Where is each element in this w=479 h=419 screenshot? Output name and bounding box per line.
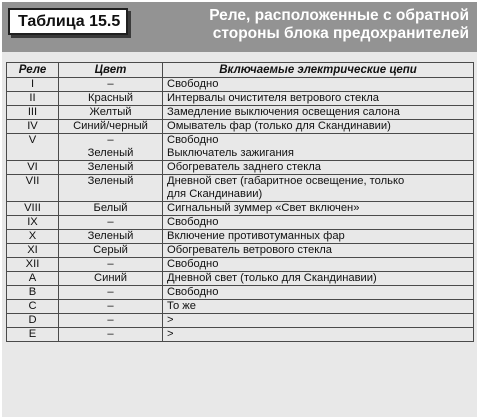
circuit-cell-text: Сигнальный зуммер «Свет включен» [167,202,360,214]
color-cell-text: – [107,78,114,90]
color-cell [59,175,163,202]
relay-cell-text: V [28,134,37,146]
relay-cell [7,258,59,272]
circuit-cell [163,230,474,244]
relay-cell-text: E [28,328,37,340]
circuit-cell [163,78,474,92]
relay-cell-text: VIII [24,202,41,214]
color-cell [59,78,163,92]
relay-cell-text: XII [25,258,40,270]
color-cell [59,202,163,216]
relay-cell [7,134,59,161]
circuit-cell [163,328,474,342]
relay-cell-text: I [30,78,35,90]
relay-cell [7,120,59,134]
color-cell-text: Желтый [89,106,132,118]
circuit-cell [163,106,474,120]
relay-cell-text: IV [27,120,38,132]
relay-cell [7,216,59,230]
color-cell [59,106,163,120]
table-row [7,286,474,300]
relay-cell [7,175,59,202]
color-cell-text: Зеленый [87,147,134,159]
table-row [7,258,474,272]
color-cell-text: – [107,300,114,312]
table-header-row [7,63,474,78]
color-cell [59,314,163,328]
color-cell-text: – [107,258,114,270]
circuit-cell-text: Интервалы очистителя ветрового стекла [167,92,379,104]
relay-cell [7,161,59,175]
circuit-cell-text: Обогреватель ветрового стекла [167,244,332,256]
table-title-line2: стороны блока предохранителей [212,25,469,42]
color-cell [59,134,163,161]
table-label: Таблица 15.5 [8,8,128,35]
table-row [7,272,474,286]
relay-cell-text: C [28,300,37,312]
circuit-cell-text: Замедление выключения освещения салона [167,106,400,118]
color-cell [59,120,163,134]
circuit-cell [163,161,474,175]
color-cell [59,272,163,286]
table-row [7,230,474,244]
relay-cell-text: A [28,272,37,284]
circuit-cell-text: для Скандинавии) [167,188,263,200]
color-cell-text: Зеленый [87,161,134,173]
circuit-cell [163,92,474,106]
circuit-cell-text: Включение противотуманных фар [167,230,345,242]
circuit-cell [163,314,474,328]
color-cell [59,286,163,300]
relay-cell-text: III [27,106,38,118]
relay-cell [7,286,59,300]
table-row [7,328,474,342]
color-cell-text: Серый [93,244,128,256]
color-cell-text: – [107,134,114,146]
color-cell [59,161,163,175]
circuit-cell-text: > [167,314,174,326]
relay-cell-text: II [29,92,36,104]
color-cell [59,300,163,314]
table-row [7,175,474,202]
relay-cell-text: B [28,286,37,298]
circuit-cell-text: Дневной свет (габаритное освещение, только [167,175,405,187]
table-row [7,134,474,161]
circuit-cell-text: Свободно [167,258,219,270]
circuit-cell-text: Дневной свет (только для Скандинавии) [167,272,377,284]
table-row [7,106,474,120]
circuit-cell [163,258,474,272]
circuit-cell-text: Свободно [167,286,219,298]
color-cell-text: Синий [93,272,127,284]
circuit-cell [163,272,474,286]
relay-cell-text: IX [27,216,38,228]
table-row [7,78,474,92]
relay-table [6,62,474,342]
table-header-bar [2,2,477,52]
table-row [7,216,474,230]
color-cell-text: – [107,328,114,340]
circuit-cell-text: Омыватель фар (только для Скандинавии) [167,120,391,132]
table-row [7,202,474,216]
column-header-circuit: Включаемые электрические цепи [163,63,474,78]
color-cell [59,244,163,258]
relay-cell [7,230,59,244]
color-cell [59,92,163,106]
table-title-line1: Реле, расположенные с обратной [209,7,469,24]
relay-cell-text: VI [27,161,38,173]
color-cell [59,230,163,244]
relay-cell [7,92,59,106]
circuit-cell [163,216,474,230]
table-row [7,300,474,314]
relay-cell-text: X [28,230,37,242]
circuit-cell [163,286,474,300]
table-row [7,314,474,328]
circuit-cell [163,244,474,258]
color-cell [59,258,163,272]
circuit-cell-text: Обогреватель заднего стекла [167,161,321,173]
circuit-cell [163,300,474,314]
relay-cell-text: D [28,314,37,326]
relay-cell [7,106,59,120]
color-cell [59,216,163,230]
table-row [7,244,474,258]
color-cell-text: Белый [93,202,128,214]
circuit-cell [163,134,474,161]
color-cell-text: – [107,286,114,298]
relay-cell [7,328,59,342]
circuit-cell [163,120,474,134]
circuit-cell [163,175,474,202]
relay-cell [7,78,59,92]
relay-cell [7,300,59,314]
color-cell-text: Синий/черный [73,120,148,132]
circuit-cell-text: Свободно [167,134,219,146]
relay-cell-text: VII [25,175,40,187]
color-cell-text: Зеленый [87,175,134,187]
circuit-cell-text: Выключатель зажигания [167,147,294,159]
relay-cell-text: XI [27,244,38,256]
color-cell-text: – [107,314,114,326]
relay-cell [7,202,59,216]
relay-cell [7,272,59,286]
circuit-cell-text: > [167,328,174,340]
table-row [7,92,474,106]
column-header-color: Цвет [59,63,163,78]
color-cell-text: – [107,216,114,228]
table-frame [2,2,477,417]
color-cell [59,328,163,342]
column-header-relay: Реле [7,63,59,78]
circuit-cell-text: Свободно [167,78,219,90]
relay-cell [7,314,59,328]
table-row [7,120,474,134]
relay-cell [7,244,59,258]
circuit-cell-text: Свободно [167,216,219,228]
circuit-cell-text: То же [167,300,196,312]
color-cell-text: Красный [87,92,134,104]
table-row [7,161,474,175]
circuit-cell [163,202,474,216]
table-title [169,7,469,43]
color-cell-text: Зеленый [87,230,134,242]
